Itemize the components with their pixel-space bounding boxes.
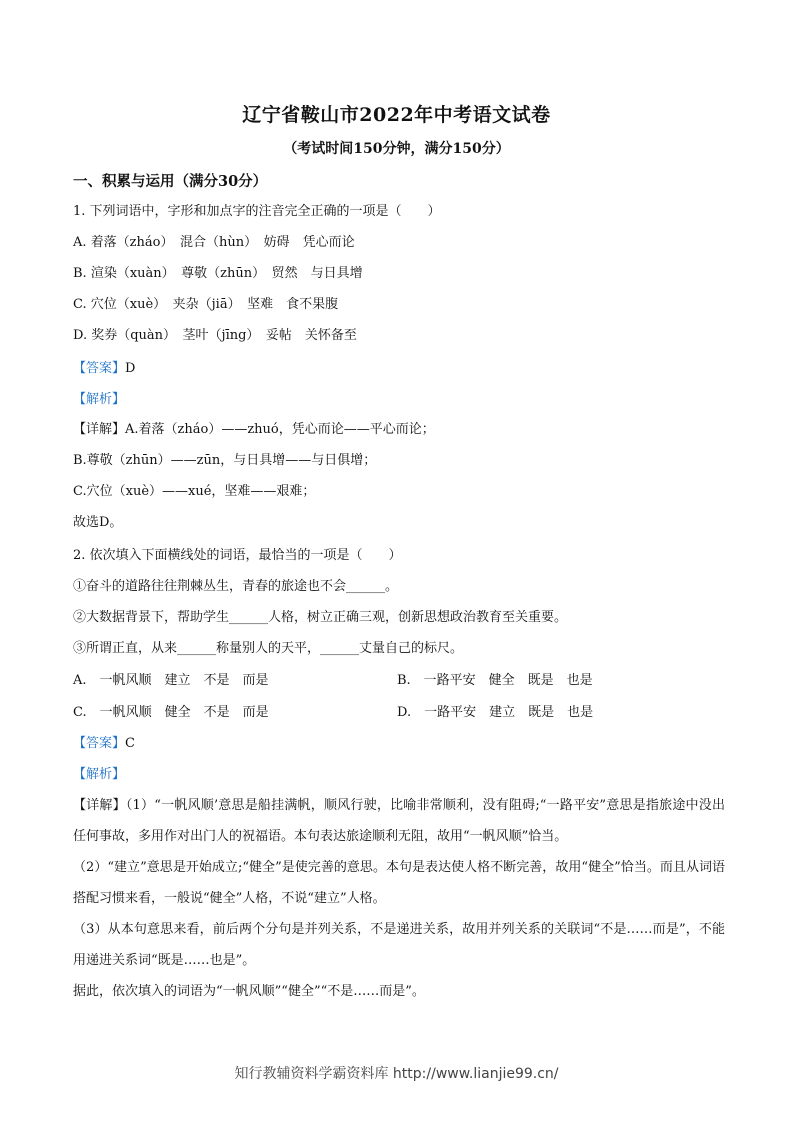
q2-analysis xyxy=(73,766,125,784)
q1-answer xyxy=(73,360,135,378)
detail-text: （1）“一帆风顺’意思是船挂满帆，顺风行驶，比喻非常顺利，没有阻碍;“一路平安”意思是指旅途中没出任何事故，多用作对出门人的祝福语。本句表达旅途顺利无阻，故用“一帆风顺”恰当。 xyxy=(73,798,725,844)
q1-option-b: B. 渲染（xuàn） 尊敬（zhūn） 贸然 与日具增 xyxy=(73,266,363,281)
page-subtitle: （考试时间150分钟，满分150分） xyxy=(283,141,510,157)
detail-tag: 【详解】 xyxy=(73,422,126,437)
q2-detail-2: （2）“建立”意思是开始成立;“健全”是使完善的意思。本句是表达使人格不断完善，故用“健全”恰当。而且从词语搭配习惯来看，一般说“健全”人格，不说“建立”人格。 xyxy=(73,860,725,906)
q1-option-a: A. 着落（zháo） 混合（hùn） 妨碍 凭心而论 xyxy=(73,235,355,250)
analysis-tag: 【解析】 xyxy=(73,767,126,782)
detail-tag: 【详解】 xyxy=(73,798,126,813)
q1-detail-1 xyxy=(73,421,435,439)
q2-option-a: A. 一帆风顺 建立 不是 而是 xyxy=(73,673,269,688)
q2-sentence-1: ①奋斗的道路往往荆棘丛生，青春的旅途也不会______。 xyxy=(73,579,399,594)
q2-detail-3: （3）从本句意思来看，前后两个分句是并列关系，不是递进关系，故用并列关系的关联词“不是……而是”，不能用递进关系词“既是……也是”。 xyxy=(73,922,725,968)
page-footer: 知行教辅资料学霸资料库 http://www.lianjie99.cn/ xyxy=(234,1066,559,1082)
answer-value: D xyxy=(125,361,136,376)
q1-option-d: D. 奖券（quàn） 茎叶（jīng） 妥帖 关怀备至 xyxy=(73,328,357,343)
analysis-tag: 【解析】 xyxy=(73,392,126,407)
q2-stem: 2. 依次填入下面横线处的词语，最恰当的一项是（ ） xyxy=(73,548,402,563)
answer-tag: 【答案】 xyxy=(73,736,126,751)
q2-sentence-2: ②大数据背景下，帮助学生______人格，树立正确三观，创新思想政治教育至关重要。 xyxy=(73,610,568,625)
page-title: 辽宁省鞍山市2022年中考语文试卷 xyxy=(242,104,551,126)
q2-sentence-3: ③所谓正直，从来______称量别人的天平，______丈量自己的标尺。 xyxy=(73,641,464,656)
q1-analysis xyxy=(73,391,125,409)
answer-tag: 【答案】 xyxy=(73,361,126,376)
q1-stem: 1. 下列词语中，字形和加点字的注音完全正确的一项是（ ） xyxy=(73,204,441,219)
q1-detail-2: B.尊敬（zhūn）——zūn，与日具增——与日俱增； xyxy=(73,453,377,468)
detail-text: A.着落（zháo）——zhuó，凭心而论——平心而论； xyxy=(125,422,435,437)
q1-detail-3: C.穴位（xuè）——xué，坚难——艰难； xyxy=(73,484,316,499)
q2-option-b: B. 一路平安 健全 既是 也是 xyxy=(397,673,593,688)
q1-detail-4: 故选D。 xyxy=(73,515,123,530)
q2-option-d: D. 一路平安 建立 既是 也是 xyxy=(397,705,594,720)
q2-detail-1 xyxy=(73,790,725,852)
answer-value: C xyxy=(125,736,135,751)
section-heading: 一、积累与运用（满分30分） xyxy=(73,173,268,190)
q1-option-c: C. 穴位（xuè） 夹杂（jiā） 坚难 食不果腹 xyxy=(73,297,339,312)
q2-detail-4: 据此，依次填入的词语为“一帆风顺”“健全”“不是……而是”。 xyxy=(73,984,425,999)
q2-option-c: C. 一帆风顺 健全 不是 而是 xyxy=(73,705,269,720)
q2-answer xyxy=(73,735,135,753)
